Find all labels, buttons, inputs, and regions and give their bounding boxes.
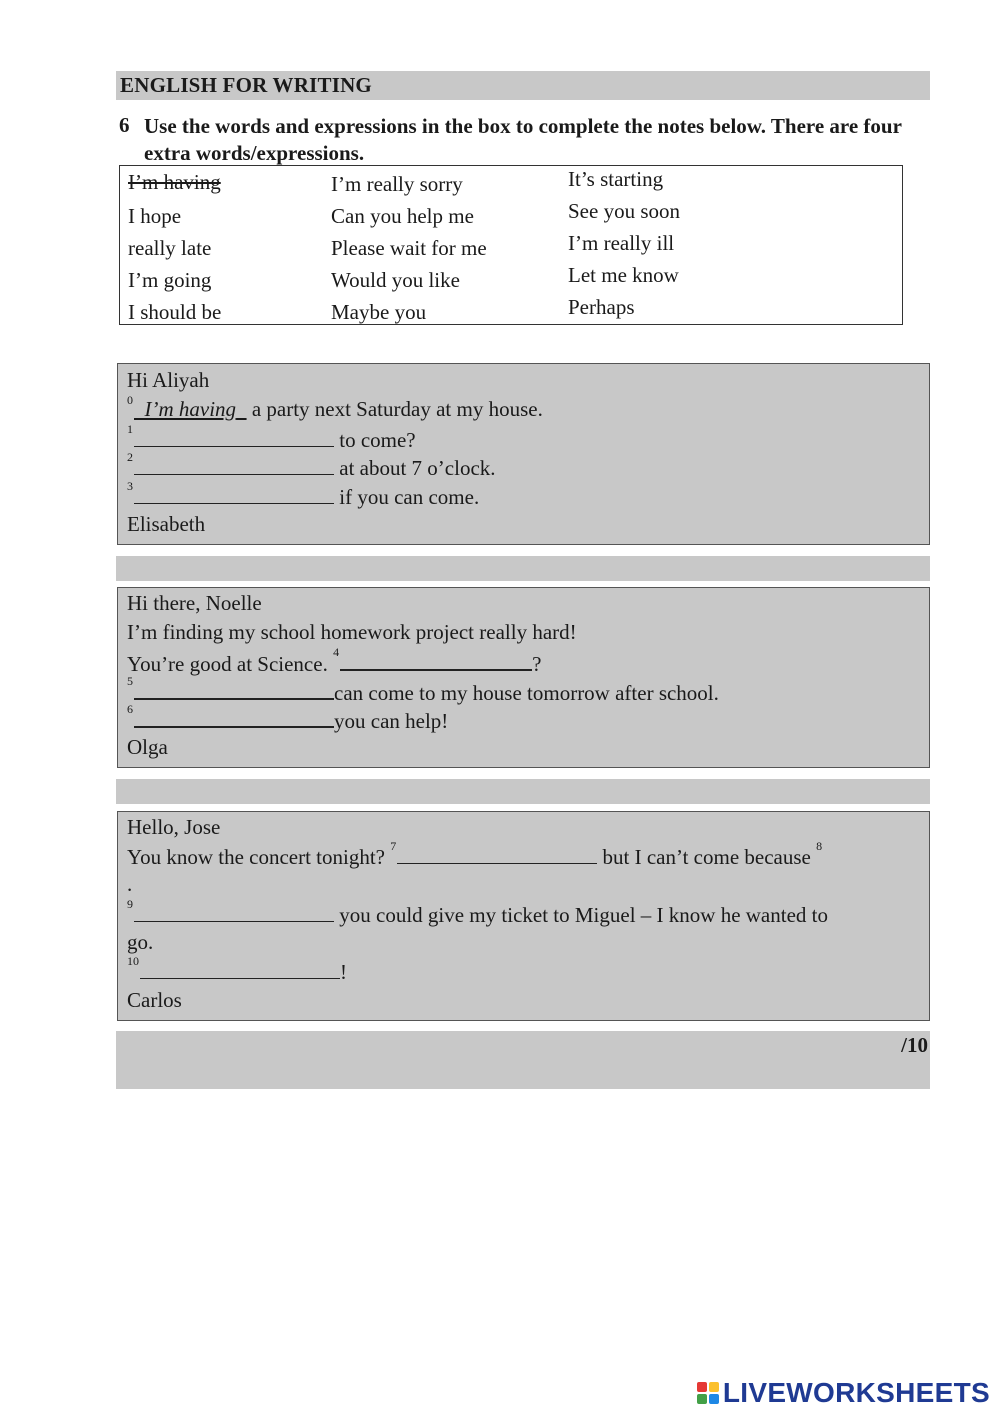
logo-square — [697, 1382, 707, 1392]
gap-number: 10 — [127, 954, 139, 968]
note-line: I’m finding my school homework project really hard! — [127, 620, 577, 644]
word-box-item: Maybe you — [331, 300, 427, 324]
score-total: /10 — [901, 1033, 928, 1057]
note-line-2 — [127, 450, 496, 481]
line-text: You’re good at Science. — [127, 652, 328, 676]
word-box-item: I’m having — [128, 170, 221, 194]
line-text: at about 7 o’clock. — [339, 456, 496, 480]
gap-number: 1 — [127, 422, 133, 436]
answer-blank-4[interactable] — [340, 649, 532, 671]
note-signature: Olga — [127, 735, 168, 759]
word-box-item: I’m really ill — [568, 231, 675, 255]
gap-number: 5 — [127, 674, 133, 688]
word-box-item: I hope — [128, 204, 182, 228]
answer-blank-2[interactable] — [134, 454, 334, 475]
note-signature: Elisabeth — [127, 512, 206, 536]
word-box-item: Would you like — [331, 268, 460, 292]
note-line-9 — [127, 897, 828, 928]
answer-blank-8-end: . — [127, 872, 133, 896]
logo-icon — [697, 1382, 719, 1404]
note-line-7 — [127, 839, 823, 870]
line-text: ? — [532, 652, 542, 676]
note-line-4 — [127, 645, 542, 677]
answer-blank-9[interactable] — [134, 901, 334, 922]
word-box-item: It’s starting — [568, 167, 664, 191]
gap-number: 0 — [127, 393, 133, 407]
word-box-item: I should be — [128, 300, 222, 324]
note-line: go. — [127, 930, 154, 954]
note-line-5 — [127, 674, 719, 706]
logo-square — [697, 1394, 707, 1404]
note-line-0 — [127, 393, 543, 422]
word-box-item: Please wait for me — [331, 236, 487, 260]
gap-number: 4 — [333, 645, 340, 659]
word-box-item: Let me know — [568, 263, 679, 287]
note-greeting: Hi Aliyah — [127, 368, 210, 392]
answer-blank-5[interactable] — [134, 678, 334, 700]
line-text: you can help! — [334, 709, 449, 733]
note-line-1 — [127, 422, 416, 453]
answer-blank-10[interactable] — [140, 958, 340, 979]
line-text: can come to my house tomorrow after school. — [334, 681, 719, 705]
word-box-item: Can you help me — [331, 204, 474, 228]
note-greeting: Hello, Jose — [127, 815, 221, 839]
line-text: you could give my ticket to Miguel – I know he wanted to — [339, 903, 828, 927]
gap-number: 3 — [127, 479, 133, 493]
gap-number: 8 — [816, 839, 823, 853]
note-signature: Carlos — [127, 988, 182, 1012]
line-text: ! — [340, 960, 347, 984]
gap-number: 9 — [127, 897, 133, 911]
line-text: if you can come. — [339, 485, 480, 509]
note-line-6 — [127, 702, 449, 734]
note-spacer-bar — [116, 556, 930, 581]
note-greeting: Hi there, Noelle — [127, 591, 262, 615]
exercise-instruction: Use the words and expressions in the box to complete the notes below. There are four extra words/expressions. — [144, 114, 902, 165]
line-text: but I can’t come because — [602, 845, 811, 869]
note-line-3 — [127, 479, 480, 510]
exercise-number: 6 — [119, 113, 130, 137]
word-box-item: See you soon — [568, 199, 680, 223]
logo-square — [709, 1394, 719, 1404]
gap-number: 2 — [127, 450, 133, 464]
answer-blank-6[interactable] — [134, 706, 334, 728]
answer-blank-3[interactable] — [134, 483, 334, 504]
score-bar — [116, 1031, 930, 1089]
line-text: a party next Saturday at my house. — [251, 397, 543, 421]
line-text: You know the concert tonight? — [127, 845, 385, 869]
word-box-item: I’m going — [128, 268, 212, 292]
word-box-item: really late — [128, 236, 212, 260]
note-line-10 — [127, 954, 347, 985]
example-answer: I’m having — [144, 397, 237, 421]
word-box-item: I’m really sorry — [331, 172, 463, 196]
logo-text: LIVEWORKSHEETS — [722, 1377, 990, 1408]
word-box-item: Perhaps — [568, 295, 635, 319]
answer-blank-7[interactable] — [397, 843, 597, 864]
liveworksheets-logo — [697, 1376, 990, 1410]
section-title: ENGLISH FOR WRITING — [120, 73, 372, 97]
word-box — [119, 165, 903, 325]
gap-number: 6 — [127, 702, 133, 716]
logo-square — [709, 1382, 719, 1392]
note-spacer-bar — [116, 779, 930, 804]
answer-blank-1[interactable] — [134, 426, 334, 447]
line-text: to come? — [339, 428, 416, 452]
gap-number: 7 — [390, 839, 397, 853]
